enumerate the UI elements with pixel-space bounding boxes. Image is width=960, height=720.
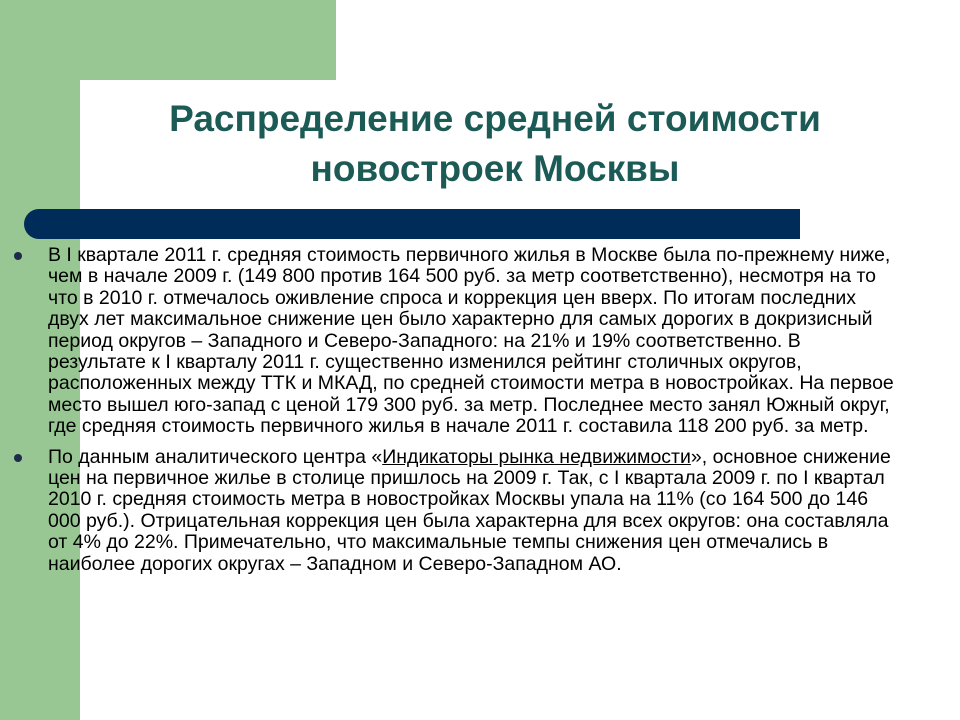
indicators-link[interactable]: Индикаторы рынка недвижимости xyxy=(382,445,691,468)
bullet-text-2-before: По данным аналитического центра « xyxy=(48,445,383,468)
top-green-block xyxy=(80,0,336,80)
title-underline-bar xyxy=(24,209,800,239)
slide-title: Распределение средней стоимости новостроек Москвы xyxy=(169,98,821,189)
bullet-item-2 xyxy=(14,447,894,575)
bullet-dot-icon xyxy=(14,454,22,462)
bullet-dot-icon xyxy=(14,252,22,260)
bullet-list xyxy=(14,245,894,584)
bullet-text-2-after: », основное снижение цен на первичное жилье в столице пришлось на 2009 г. Так, с I квартала 2009 г. по I квартал 2010 г. средняя стоимость метра в новостройках Москвы упала на 11% (со 164 500 до 146 000 руб.). Отрицательная коррекция цен была характерна для всех округов: она составляла от 4% до 22%. Примечательно, что максимальные темпы снижения цен отмечались в наиболее дорогих округах – Западном и Северо-Западном АО. xyxy=(48,445,891,575)
bullet-item-1 xyxy=(14,245,894,438)
bullet-text-1: В I квартале 2011 г. средняя стоимость первичного жилья в Москве была по-прежнему ниже, чем в начале 2009 г. (149 800 против 164 500 руб. за метр соответственно), несмотря на то что в 2010 г. отмечалось оживление спроса и коррекция цен вверх. По итогам последних двух лет максимальное снижение цен было характерно для самых дорогих в докризисный период округов – Западного и Северо-Западного: на 21% и 19% соответственно. В результате к I кварталу 2011 г. существенно изменился рейтинг столичных округов, расположенных между ТТК и МКАД, по средней стоимости метра в новостройках. На первое место вышел юго-запад с ценой 179 300 руб. за метр. Последнее место занял Южный округ, где средняя стоимость первичного жилья в начале 2011 г. составила 118 200 руб. за метр. xyxy=(48,244,894,438)
